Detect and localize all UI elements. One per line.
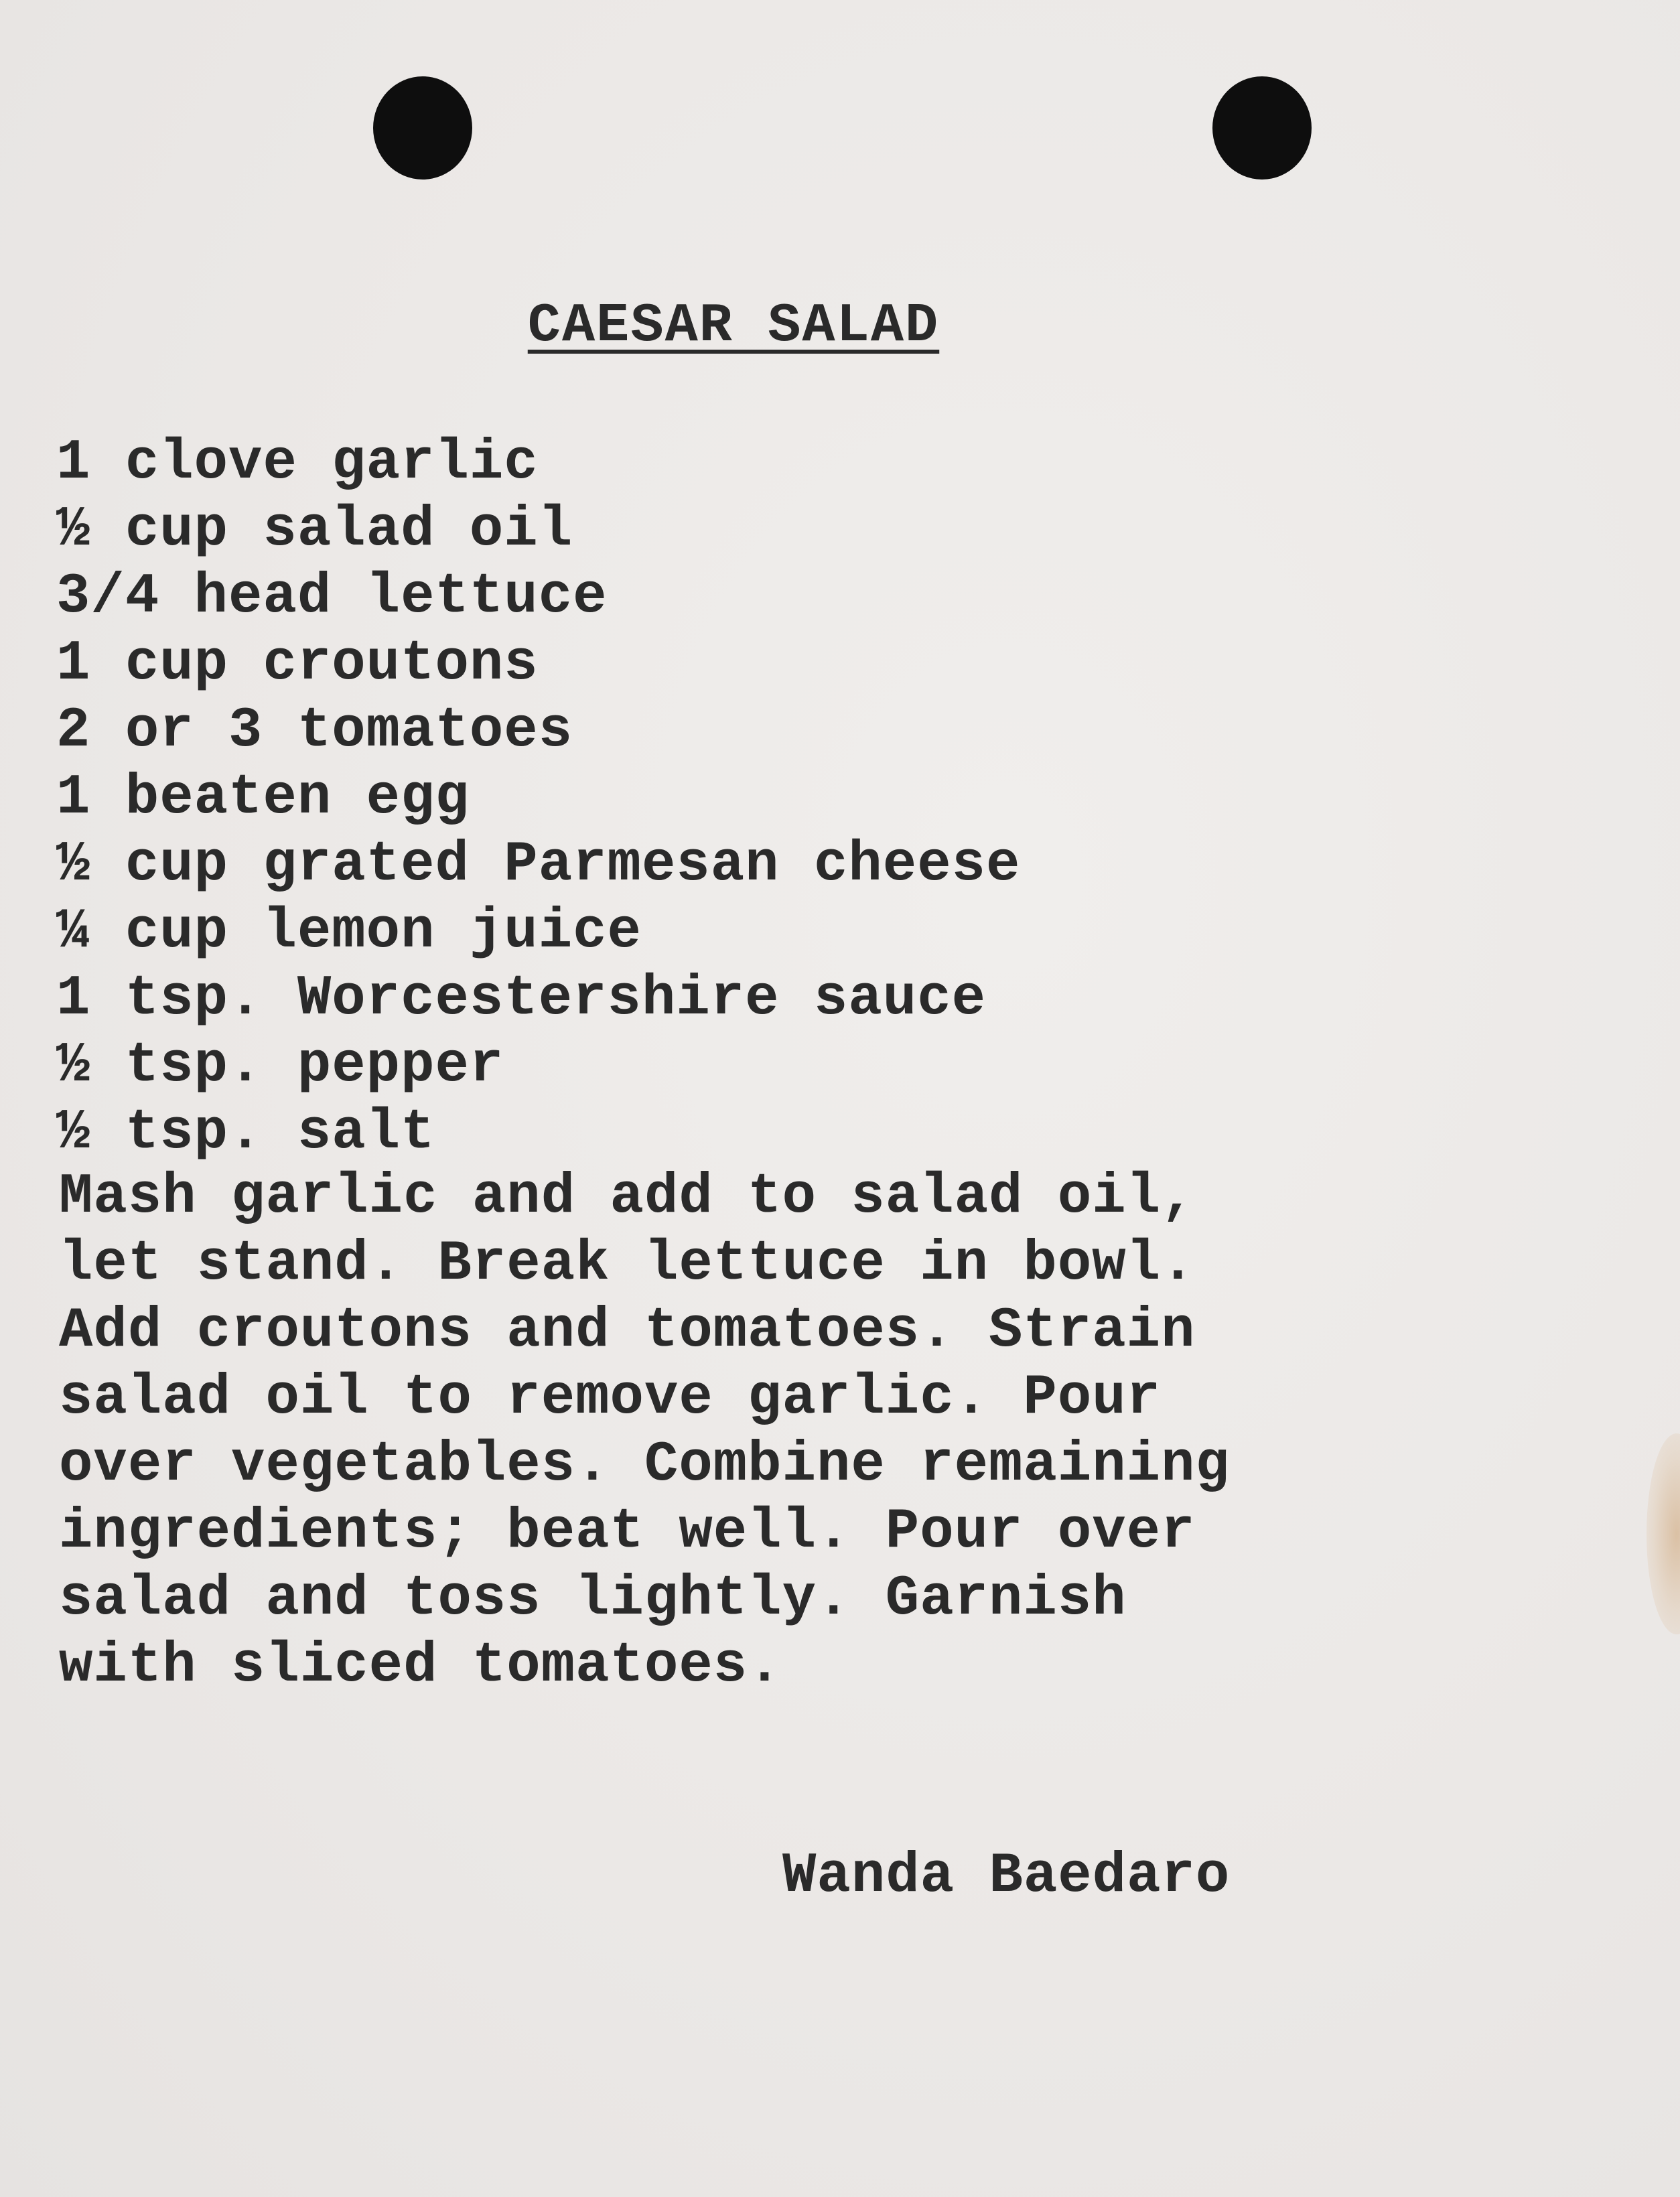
recipe-title: CAESAR SALAD — [527, 295, 940, 357]
ingredient-item: ½ cup grated Parmesan cheese — [56, 833, 1021, 897]
instruction-line: ingredients; beat well. Pour over — [59, 1500, 1196, 1564]
ingredient-item: ½ tsp. pepper — [56, 1034, 504, 1098]
ingredient-item: 1 clove garlic — [56, 431, 539, 495]
instruction-line: let stand. Break lettuce in bowl. — [59, 1232, 1196, 1296]
instruction-line: salad oil to remove garlic. Pour — [59, 1366, 1162, 1430]
instruction-line: salad and toss lightly. Garnish — [59, 1567, 1127, 1631]
ingredient-item: ¼ cup lemon juice — [56, 900, 642, 964]
author-signature: Wanda Baedaro — [782, 1845, 1231, 1908]
punch-hole-left — [373, 76, 472, 180]
ingredient-item: ½ tsp. salt — [56, 1101, 435, 1165]
ingredient-item: 1 cup croutons — [56, 632, 539, 696]
instruction-line: Mash garlic and add to salad oil, — [59, 1165, 1196, 1229]
instruction-line: Add croutons and tomatoes. Strain — [59, 1299, 1196, 1363]
ingredient-item: 1 beaten egg — [56, 766, 470, 830]
instruction-line: over vegetables. Combine remaining — [59, 1433, 1230, 1497]
ingredient-item: 2 or 3 tomatoes — [56, 699, 573, 763]
paper-stain — [1647, 1433, 1680, 1634]
instructions-paragraph — [59, 1164, 1230, 1700]
ingredient-item: 1 tsp. Worcestershire sauce — [56, 967, 987, 1031]
instruction-line: with sliced tomatoes. — [59, 1634, 782, 1698]
ingredient-list — [56, 430, 1020, 1167]
punch-hole-right — [1212, 76, 1312, 180]
ingredient-item: 3/4 head lettuce — [56, 565, 608, 629]
ingredient-item: ½ cup salad oil — [56, 498, 573, 562]
